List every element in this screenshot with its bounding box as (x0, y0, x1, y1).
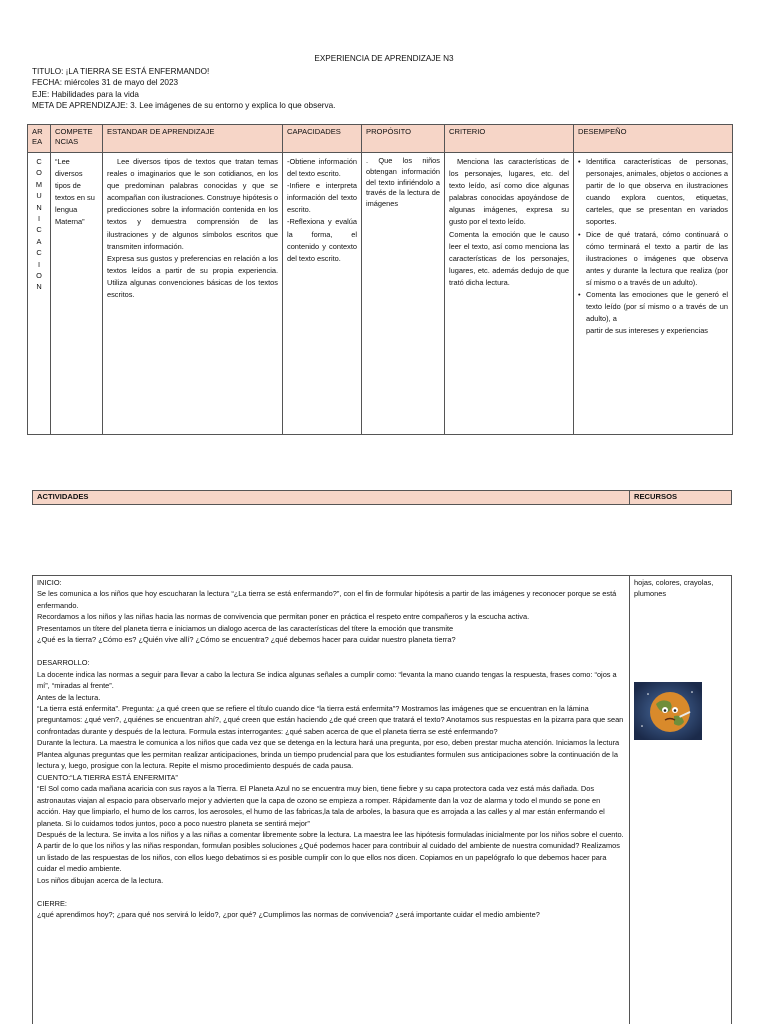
inicio-paragraph: ¿Qué es la tierra? ¿Cómo es? ¿Quién vive allí? ¿Cómo se encuentra? ¿qué debemos hacer para cuidar nuestro planeta tierra? (37, 635, 456, 645)
header-recursos: RECURSOS (630, 491, 732, 505)
inicio-paragraph: Recordamos a los niños y las niñas hacia las normas de convivencia que permitan poner en práctica el respeto entre compañeros y la escucha activa. (37, 612, 530, 622)
desarrollo-paragraph: La docente indica las normas a seguir para llevar a cabo la lectura Se indica algunas señales a cumplir como: “levanta la mano cuando tengas la respuesta, frases como: “ojos a mí”, “miradas al frente”. (37, 669, 617, 691)
capacidad-item: -Obtiene información del texto escrito. (287, 157, 357, 179)
section-inicio-title: INICIO: (37, 578, 62, 587)
section-desarrollo-title: DESARROLLO: (37, 658, 90, 668)
desempeno-cell (574, 153, 733, 435)
resources-list: hojas, colores, crayolas, plumones (634, 578, 714, 599)
estandar-paragraph: Lee diversos tipos de textos que tratan temas reales o imaginarios que le son cotidianos, en los que predominan palabras conocidas y que se acompañan con ilustraciones. Construye hipótesis o predicciones sobre la información contenida en los textos y demuestra comprensión de las ilustraciones y de algunos símbolos escritos que transmiten información. (107, 157, 278, 251)
spacer (37, 646, 625, 657)
desarrollo-paragraph: Durante la lectura. La maestra le comunica a los niños que cada vez que se detenga en la lectura hará una pregunta, por eso, deben prestar mucha atención. Iniciamos la lectura (37, 738, 620, 748)
header-competencias: COMPETE NCIAS (51, 125, 103, 153)
inicio-paragraph: Presentamos un títere del planeta tierra e iniciamos un dialogo acerca de las características del títere la emoción que transmite (37, 623, 454, 633)
area-vertical-text (28, 156, 50, 293)
planning-table-row (28, 153, 733, 435)
header-desempeno: DESEMPEÑO (574, 125, 733, 153)
meta-learning-goal: META DE APRENDIZAJE: 3. Lee imágenes de su entorno y explica lo que observa. (32, 100, 336, 110)
estandar-paragraph: Expresa sus gustos y preferencias en relación a los textos leídos a partir de su propia experiencia. Utiliza algunas convenciones básicas de los textos escritos. (107, 253, 278, 300)
planning-table-header (28, 125, 733, 153)
spacer (37, 886, 625, 897)
activities-table (32, 575, 732, 1024)
area-letter: C (36, 248, 42, 258)
desarrollo-paragraph: Antes de la lectura. (37, 692, 101, 702)
area-letter: M (35, 179, 43, 189)
area-letter: N (36, 282, 42, 292)
area-letter: A (36, 236, 42, 246)
capacidad-item: -Infiere e interpreta información del texto escrito. (287, 181, 357, 215)
desempeno-item-tail: partir de sus intereses y experiencias (586, 326, 709, 336)
meta-date: FECHA: miércoles 31 de mayo del 2023 (32, 78, 179, 88)
header-actividades: ACTIVIDADES (33, 491, 630, 505)
desarrollo-paragraph: “El Sol como cada mañana acaricia con sus rayos a la Tierra. El Planeta Azul no se encuentra muy bien, tiene fiebre y su capa protectora cada vez está más dañada. Dos astronautas viajan al espacio para observarlo mejor y advierten que la capa de ozono se empieza a romper. Rápidamente dan la voz de alarma y todo el mundo se pone en acción. Hay que limpiarlo, el humo de los carros, los aerosoles, el humo de las fabricas,la tala de arboles, la basura que es arrojada a las calles y al mar están enfermando el planeta. Si lo cuidamos todos juntos, poco a poco nuestro planeta se sentirá mejor” (37, 784, 605, 828)
desarrollo-paragraph: CUENTO:“LA TIERRA ESTÁ ENFERMITA” (37, 772, 178, 782)
area-letter: I (37, 259, 41, 269)
meta-title: TITULO: ¡LA TIERRA SE ESTÁ ENFERMANDO! (32, 67, 210, 76)
activities-cell (33, 576, 630, 1024)
desarrollo-paragraph: Después de la lectura. Se invita a los niños y a las niñas a comentar libremente sobre la lectura. La maestra lee las hipótesis formuladas inicialmente por los niños sobre el cuento. (37, 829, 624, 839)
area-letter: N (36, 202, 42, 212)
proposito-cell: . Que los niños obtengan información del texto infiriéndolo a través de la lectura de imágenes (362, 153, 445, 435)
meta-axis: EJE: Habilidades para la vida (32, 89, 139, 99)
desempeno-item: • Comenta las emociones que le generó el texto leído (por sí mismo o a través de un adulto), a (578, 289, 728, 325)
inicio-paragraph: Se les comunica a los niños que hoy escucharan la lectura “¿La tierra se está enfermando?”, con el fin de formular hipótesis a partir de las imágenes y reconocer porque se está enfermando. (37, 589, 617, 610)
cierre-paragraph: ¿qué aprendimos hoy?; ¿para qué nos servirá lo leído?, ¿por qué? ¿Cumplimos las normas de convivencia? ¿será importante cuidar el medio ambiente? (37, 910, 540, 920)
header-area: AR EA (28, 125, 51, 153)
activities-header-table (32, 490, 732, 505)
header-proposito: PROPÓSITO (362, 125, 445, 153)
area-letter: O (36, 271, 42, 281)
sick-earth-illustration (634, 682, 702, 740)
resources-cell (630, 576, 732, 1024)
header-capacidades: CAPACIDADES (283, 125, 362, 153)
area-letter: I (37, 214, 41, 224)
desarrollo-paragraph: A partir de lo que los niños y las niñas respondan, formulan posibles soluciones ¿Qué podemos hacer para contribuir al cuidado del ambiente de nuestra comunidad? Realizamos un listado de las respuestas de los niños, con ellos luego debatimos si es posible cumplir con lo que ellos nos dicen. Copiamos en un papelógrafo lo que debemos hacer para cuidar el medio ambiente. (37, 841, 620, 874)
criterio-cell (445, 153, 574, 435)
criterio-paragraph: Menciona las características de los personajes, lugares, etc. del texto leído, así como dice algunas palabras conocidas apoyándose de algunas imágenes, expresa su gusto por el texto leído. (449, 157, 569, 227)
section-cierre-title: CIERRE: (37, 898, 67, 908)
header-criterio: CRITERIO (445, 125, 574, 153)
document-title: EXPERIENCIA DE APRENDIZAJE N3 (314, 54, 454, 63)
estandar-cell (103, 153, 283, 435)
sick-earth-icon (634, 682, 702, 740)
planning-table (27, 124, 733, 435)
area-letter: O (36, 168, 42, 178)
desarrollo-paragraph: Los niños dibujan acerca de la lectura. (37, 875, 164, 885)
competencia-cell: “Lee diversos tipos de textos en su lengua Materna” (51, 153, 103, 435)
desarrollo-paragraph: Plantea algunas preguntas que les permitan realizar anticipaciones, brinda un tiempo prudencial para que los estudiantes formulen sus anticipaciones sobre la continuación de la lectura y, luego, prosigue con la lectura. Repite el mismo procedimiento después de cada pausa. (37, 749, 618, 771)
area-letter: C (36, 225, 42, 235)
area-letter: U (36, 191, 42, 201)
capacidades-cell (283, 153, 362, 435)
area-cell (28, 153, 51, 435)
desarrollo-paragraph: “La tierra está enfermita”. Pregunta: ¿a qué creen que se refiere el título cuando dice “la tierra está enfermita”? Mostramos las imágenes que se encuentran en la lámina preguntamos: ¿qué ven?, ¿quiénes se encuentran ahí?, ¿qué creen que están haciendo ¿de qué creen que tratará el texto? Anotamos sus respuestas en la pizarra para que sean confrontadas durante y después de la lectura. Formula estas interrogantes: ¿qué saben acerca de que el planeta tierra se esté enfermando? (37, 703, 624, 736)
desempeno-item: • Identifica características de personas, personajes, animales, objetos o acciones a partir de lo que observa en ilustraciones cuando explora cuentos, etiquetas, carteles, que se presentan en variados soportes. (578, 156, 728, 229)
capacidad-item: -Reflexiona y evalúa la forma, el contenido y contexto del texto escrito. (287, 217, 357, 263)
area-letter: C (36, 157, 42, 166)
criterio-paragraph: Comenta la emoción que le causo leer el texto, así como menciona las características de los personajes, lugares, etc. además dedujo de que trató dicha lectura. (449, 229, 569, 287)
document-meta (32, 66, 335, 111)
header-estandar: ESTANDAR DE APRENDIZAJE (103, 125, 283, 153)
desempeno-item: • Dice de qué tratará, cómo continuará o cómo terminará el texto a partir de las ilustraciones o imágenes que observa antes y durante la lectura que realiza (por sí mismo o a través de un adulto). (578, 229, 728, 289)
